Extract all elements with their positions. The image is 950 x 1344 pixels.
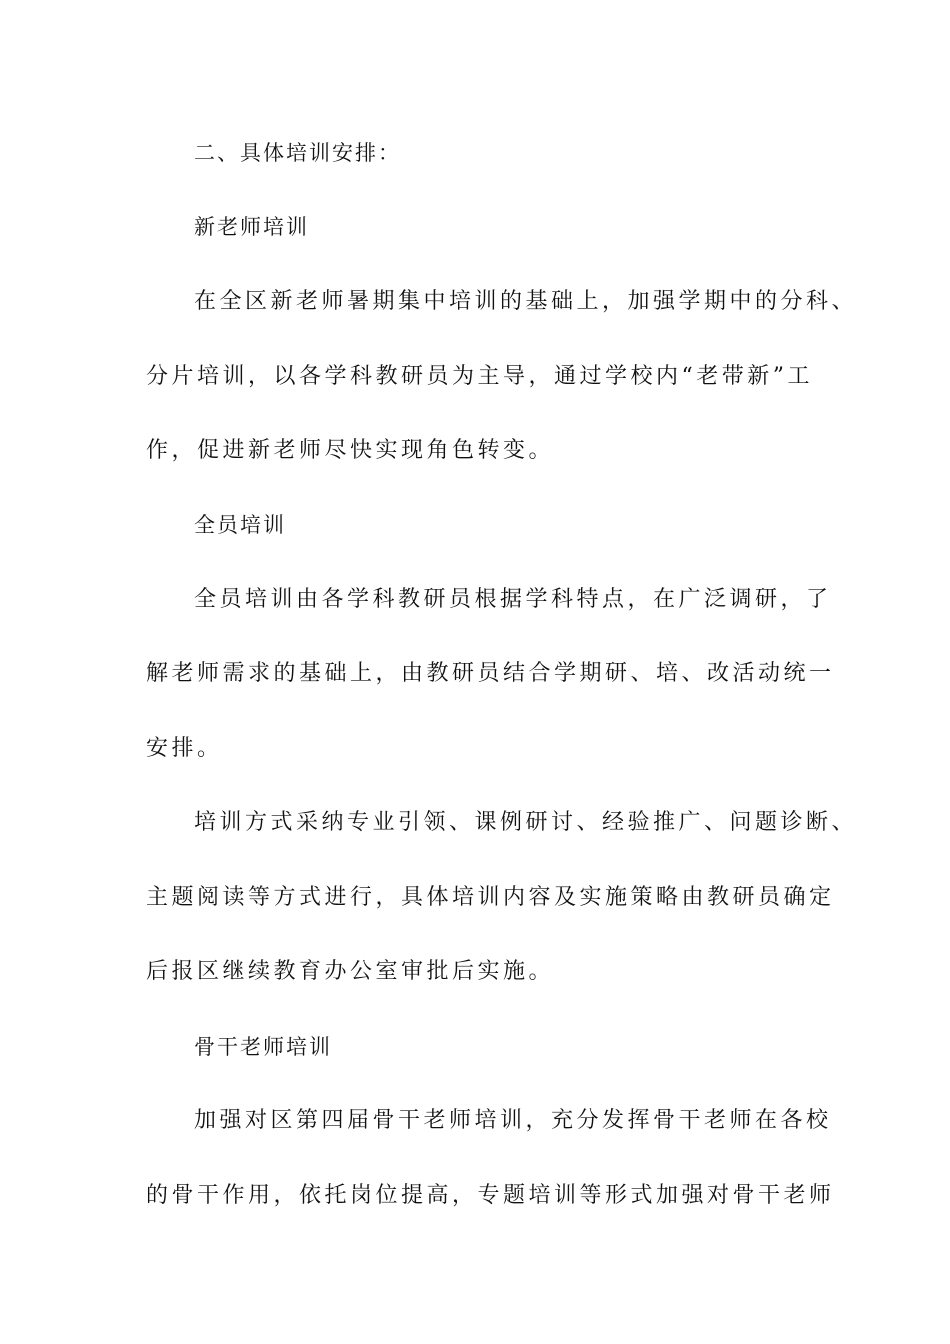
all-staff-p2-line-3: 后报区继续教育办公室审批后实施。 xyxy=(146,959,555,984)
new-teacher-line-2: 分片培训，以各学科教研员为主导，通过学校内“老带新”工 xyxy=(146,364,813,389)
backbone-teacher-line-1: 加强对区第四届骨干老师培训，充分发挥骨干老师在各校 xyxy=(194,1108,832,1133)
all-staff-p1-line-3: 安排。 xyxy=(146,736,223,761)
all-staff-p1-line-2: 解老师需求的基础上，由教研员结合学期研、培、改活动统一 xyxy=(146,661,835,686)
backbone-teacher-title: 骨干老师培训 xyxy=(194,1035,332,1059)
backbone-teacher-line-2: 的骨干作用，依托岗位提高，专题培训等形式加强对骨干老师 xyxy=(146,1183,835,1208)
new-teacher-title: 新老师培训 xyxy=(194,215,309,239)
all-staff-p2-line-1: 培训方式采纳专业引领、课例研讨、经验推广、问题诊断、 xyxy=(194,810,858,835)
all-staff-p1-line-1: 全员培训由各学科教研员根据学科特点，在广泛调研，了 xyxy=(194,587,832,612)
new-teacher-line-1: 在全区新老师暑期集中培训的基础上，加强学期中的分科、 xyxy=(194,289,858,314)
all-staff-title: 全员培训 xyxy=(194,513,286,537)
all-staff-p2-line-2: 主题阅读等方式进行，具体培训内容及实施策略由教研员确定 xyxy=(146,885,835,910)
section-heading: 二、具体培训安排： xyxy=(194,141,401,165)
new-teacher-line-3: 作，促进新老师尽快实现角色转变。 xyxy=(146,438,555,463)
